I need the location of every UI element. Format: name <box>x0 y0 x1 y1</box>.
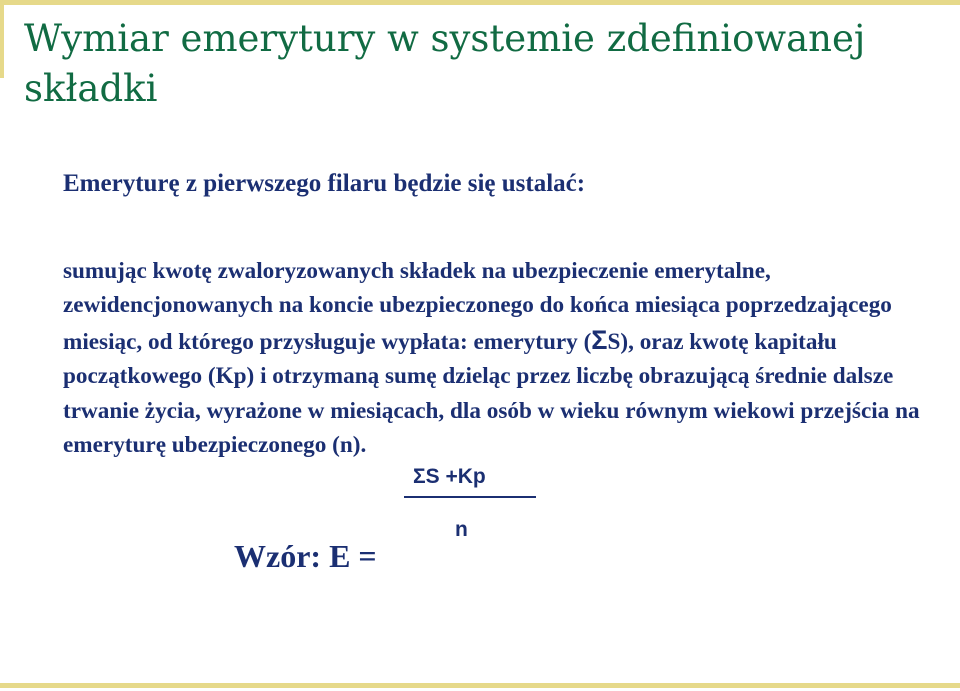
slide-title: Wymiar emerytury w systemie zdefiniowanej składki <box>24 17 866 110</box>
sigma-symbol: Σ <box>591 324 608 355</box>
bottom-decorative-rule <box>0 683 960 688</box>
formula-denominator: n <box>455 518 468 541</box>
intro-text: Emeryturę z pierwszego filaru będzie się ustalać: <box>63 170 586 197</box>
formula-numerator: ΣS +Kp <box>413 465 486 488</box>
body-paragraph <box>63 254 953 462</box>
body-text-before-sigma: sumując kwotę zwaloryzowanych składek na ubezpieczenie emerytalne, zewidencjonowanych na koncie ubezpieczonego do końca miesiąca poprzedzającego miesiąc, od którego przysługuje wypłata: emerytury ( <box>63 258 892 355</box>
left-decorative-rule <box>0 0 4 78</box>
body-text-after-sigma: S), oraz kwotę kapitału początkowego (Kp) i otrzymaną sumę dzieląc przez liczbę obrazującą średnie dalsze trwanie życia, wyrażone w miesiącach, dla osób w wieku równym wiekowi przejścia na emeryturę ubezpieczonego (n). <box>63 328 920 459</box>
formula-label: Wzór: E = <box>234 538 377 574</box>
formula-fraction-bar <box>404 496 536 498</box>
top-decorative-rule <box>0 0 960 5</box>
